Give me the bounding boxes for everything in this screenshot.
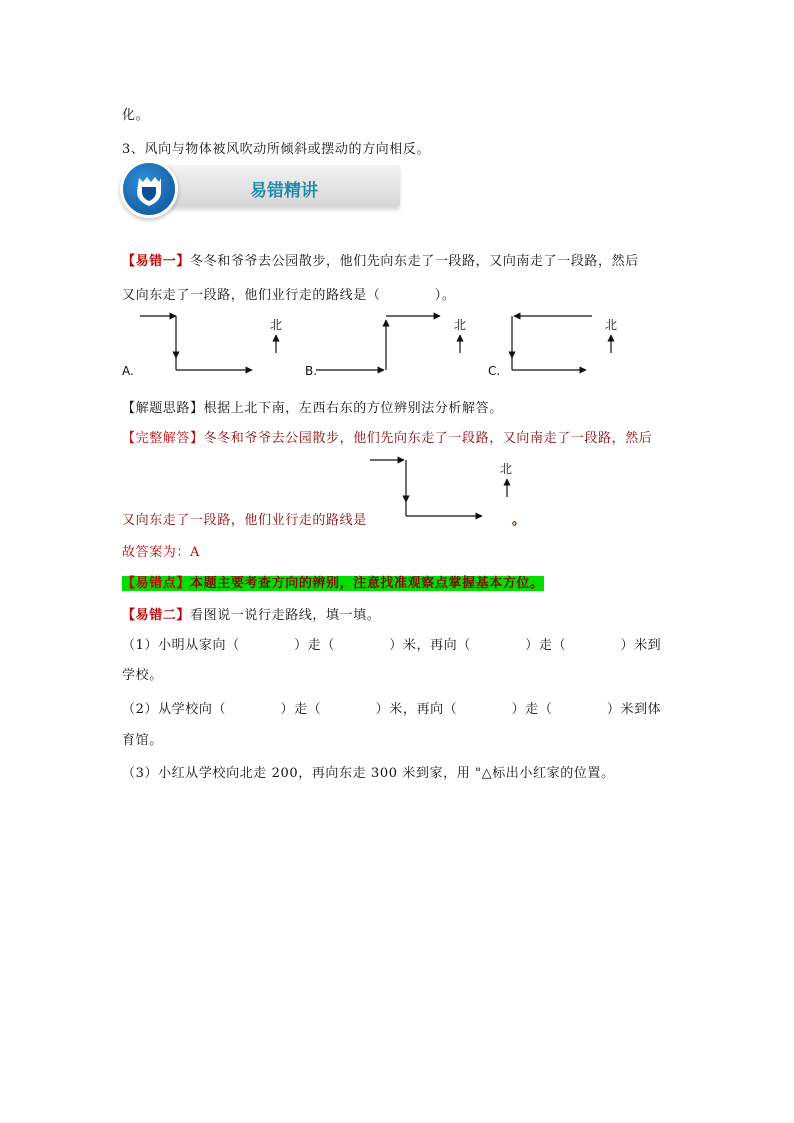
q2-line-1: （2）从学校向（ ）走（ ）米，再向（ ）走（ ）米到体 xyxy=(122,702,662,717)
final-answer: 故答案为：A xyxy=(122,545,200,560)
err1-text-1: 冬冬和爷爷去公园散步，他们先向东走了一段路，又向南走了一段路，然后 xyxy=(190,254,639,269)
north-arrow-icon xyxy=(606,333,616,355)
north-arrow-icon xyxy=(271,333,281,355)
option-c-label: C. xyxy=(488,364,501,378)
intro-line-1: 化。 xyxy=(122,108,150,123)
intro-line-2: 3、风向与物体被风吹动所倾斜或摆动的方向相反。 xyxy=(122,142,431,157)
q2-line-2: 育馆。 xyxy=(122,733,163,748)
option-a-label: A. xyxy=(122,364,134,378)
answer-text-1: 冬冬和爷爷去公园散步，他们先向东走了一段路，又向南走了一段路，然后 xyxy=(203,431,653,446)
answer-line-2: 又向东走了一段路，他们业行走的路线是 xyxy=(122,513,367,528)
shield-badge-icon xyxy=(120,160,178,218)
err1-line-1 xyxy=(122,250,639,269)
q3-line: （3）小红从学校向北走 200，再向东走 300 米到家，用 "△标出小红家的位置。 xyxy=(122,766,615,781)
route-option-b xyxy=(316,310,476,380)
answer-end: 。 xyxy=(512,513,526,528)
banner-title: 易错精讲 xyxy=(250,181,318,201)
error-point-text: 本题主要考查方向的辨别，注意找准观察点掌握基本方位。 xyxy=(190,576,544,591)
err2-tag: 【易错二】 xyxy=(122,608,191,623)
err2-text: 看图说一说行走路线，填一填。 xyxy=(190,608,381,623)
north-arrow-icon xyxy=(455,333,465,355)
error-point-line xyxy=(122,572,544,591)
err1-tag: 【易错一】 xyxy=(122,254,191,269)
shield-icon xyxy=(120,160,178,218)
north-label-answer: 北 xyxy=(500,462,513,476)
answer-tag: 【完整解答】 xyxy=(122,431,204,446)
thinking-line xyxy=(122,397,503,416)
q1-line-2: 学校。 xyxy=(122,668,163,683)
thinking-text: 根据上北下南，左西右东的方位辨别法分析解答。 xyxy=(203,401,503,416)
thinking-tag: 【解题思路】 xyxy=(122,401,204,416)
option-b-label: B. xyxy=(305,364,318,378)
answer-line-1 xyxy=(122,427,652,446)
north-label-c: 北 xyxy=(605,318,618,332)
north-label-a: 北 xyxy=(270,318,283,332)
route-option-c xyxy=(508,310,668,380)
err1-line-2: 又向东走了一段路，他们业行走的路线是（ ）。 xyxy=(122,288,456,303)
answer-route xyxy=(370,454,500,524)
north-arrow-icon xyxy=(502,477,512,499)
error-point-tag: 【易错点】 xyxy=(122,576,191,591)
err2-line xyxy=(122,604,380,623)
q1-line-1: （1）小明从家向（ ）走（ ）米，再向（ ）走（ ）米到 xyxy=(122,638,662,653)
section-banner xyxy=(120,160,402,218)
north-label-b: 北 xyxy=(454,318,467,332)
error-point-highlight xyxy=(122,576,544,591)
